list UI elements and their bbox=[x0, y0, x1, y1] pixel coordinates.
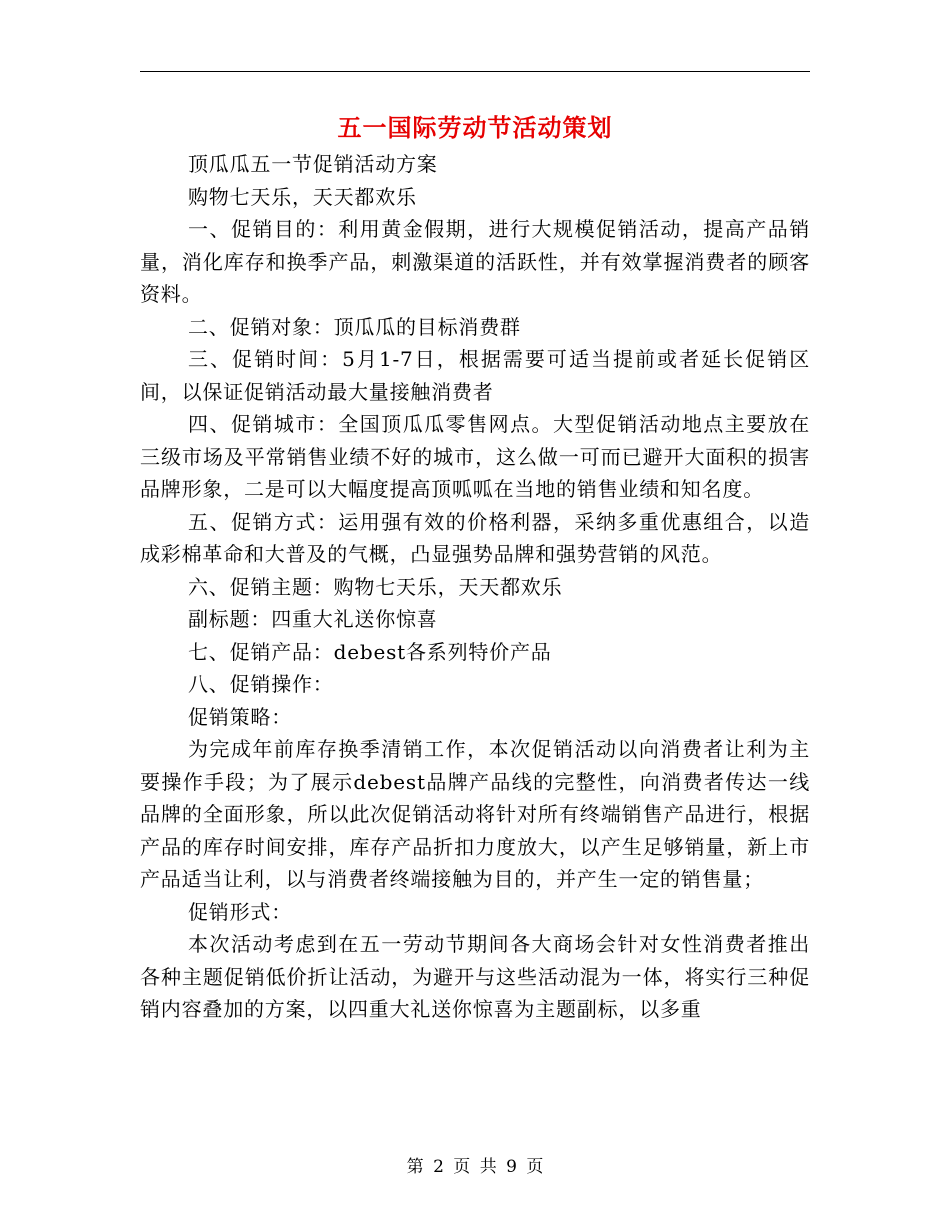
paragraph: 促销策略： bbox=[188, 704, 292, 729]
paragraph: 三、促销时间：5月1-7日，根据需要可适当提前或者延长促销区间，以保证促销活动最大量接触消费者 bbox=[140, 347, 810, 404]
paragraph: 二、促销对象：顶瓜瓜的目标消费群 bbox=[188, 314, 521, 339]
paragraph: 四、促销城市：全国顶瓜瓜零售网点。大型促销活动地点主要放在三级市场及平常销售业绩不好的城市，这么做一可而已避开大面积的损害品牌形象，二是可以大幅度提高顶呱呱在当地的销售业绩和知名度。 bbox=[140, 412, 810, 501]
document-body bbox=[140, 148, 810, 1026]
paragraph: 为完成年前库存换季清销工作，本次促销活动以向消费者让利为主要操作手段；为了展示debest品牌产品线的完整性，向消费者传达一线品牌的全面形象，所以此次促销活动将针对所有终端销售产品进行，根据产品的库存时间安排，库存产品折扣力度放大，以产生足够销量，新上市产品适当让利，以与消费者终端接触为目的，并产生一定的销售量； bbox=[140, 737, 810, 891]
paragraph: 本次活动考虑到在五一劳动节期间各大商场会针对女性消费者推出各种主题促销低价折让活动，为避开与这些活动混为一体，将实行三种促销内容叠加的方案，以四重大礼送你惊喜为主题副标，以多重 bbox=[140, 932, 810, 1021]
paragraph: 促销形式： bbox=[188, 899, 292, 924]
paragraph: 六、促销主题：购物七天乐，天天都欢乐 bbox=[188, 574, 563, 599]
paragraph: 八、促销操作： bbox=[188, 672, 334, 696]
paragraph: 五、促销方式：运用强有效的价格利器，采纳多重优惠组合，以造成彩棉革命和大普及的气概，凸显强势品牌和强势营销的风范。 bbox=[140, 509, 810, 566]
paragraph: 七、促销产品：debest各系列特价产品 bbox=[188, 639, 552, 664]
paragraph: 副标题：四重大礼送你惊喜 bbox=[188, 607, 438, 631]
header-rule bbox=[140, 71, 810, 72]
paragraph: 一、促销目的：利用黄金假期，进行大规模促销活动，提高产品销量，消化库存和换季产品，刺激渠道的活跃性，并有效掌握消费者的顾客资料。 bbox=[140, 217, 810, 306]
paragraph: 购物七天乐，天天都欢乐 bbox=[188, 184, 417, 209]
page-number: 第 2 页 共 9 页 bbox=[406, 1157, 544, 1177]
paragraph: 顶瓜瓜五一节促销活动方案 bbox=[188, 152, 438, 176]
document-title: 五一国际劳动节活动策划 bbox=[337, 113, 613, 142]
